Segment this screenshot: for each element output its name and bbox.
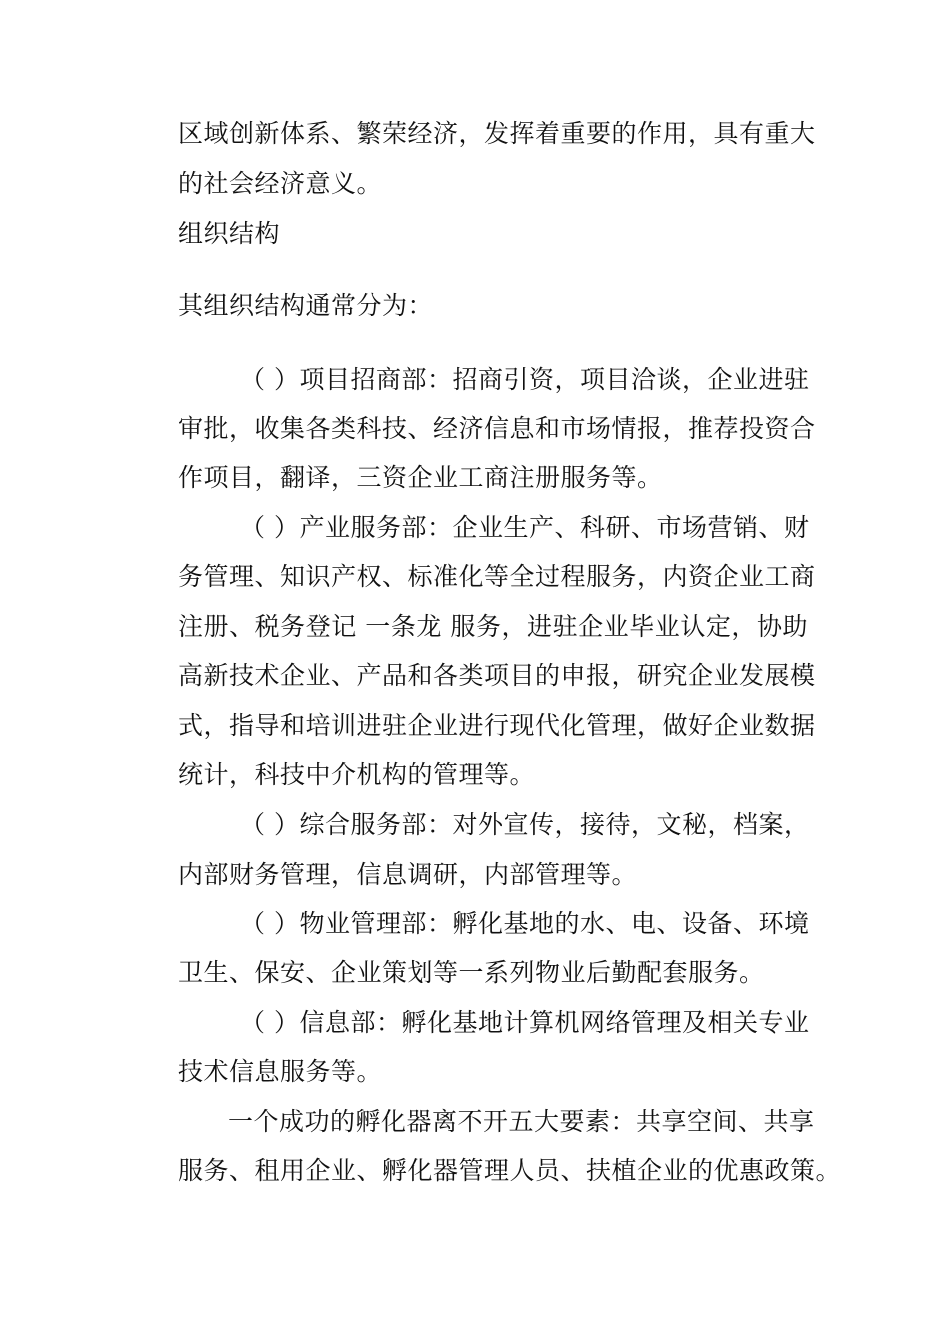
text-line: （ ）物业管理部：孵化基地的水、电、设备、环境	[240, 909, 810, 938]
text-line: 一个成功的孵化器离不开五大要素：共享空间、共享	[228, 1107, 815, 1136]
section-heading: 组织结构	[178, 219, 281, 248]
text-line: 服务、租用企业、孵化器管理人员、扶植企业的优惠政策。	[178, 1156, 842, 1185]
text-line: （ ）项目招商部：招商引资，项目洽谈，企业进驻	[240, 365, 810, 394]
text-line: 其组织结构通常分为：	[178, 291, 434, 320]
text-line: 作项目，翻译，三资企业工商注册服务等。	[178, 463, 663, 492]
text-line: 统计，科技中介机构的管理等。	[178, 760, 536, 789]
text-line: 的社会经济意义。	[178, 169, 383, 198]
text-line: 高新技术企业、产品和各类项目的申报，研究企业发展模	[178, 661, 816, 690]
text-line: 卫生、保安、企业策划等一系列物业后勤配套服务。	[178, 958, 765, 987]
text-line: 内部财务管理，信息调研，内部管理等。	[178, 860, 638, 889]
text-line: 式，指导和培训进驻企业进行现代化管理，做好企业数据	[178, 711, 816, 740]
text-line: 技术信息服务等。	[178, 1057, 383, 1086]
text-line: 审批，收集各类科技、经济信息和市场情报，推荐投资合	[178, 414, 816, 443]
text-line: 区域创新体系、繁荣经济，发挥着重要的作用，具有重大	[178, 119, 816, 148]
text-line: （ ）信息部：孵化基地计算机网络管理及相关专业	[240, 1008, 810, 1037]
text-line: （ ）产业服务部：企业生产、科研、市场营销、财	[240, 513, 810, 542]
text-line: 务管理、知识产权、标准化等全过程服务，内资企业工商	[178, 562, 816, 591]
text-line: （ ）综合服务部：对外宣传，接待，文秘，档案，	[240, 810, 810, 839]
text-line: 注册、税务登记 一条龙 服务，进驻企业毕业认定，协助	[178, 612, 808, 641]
